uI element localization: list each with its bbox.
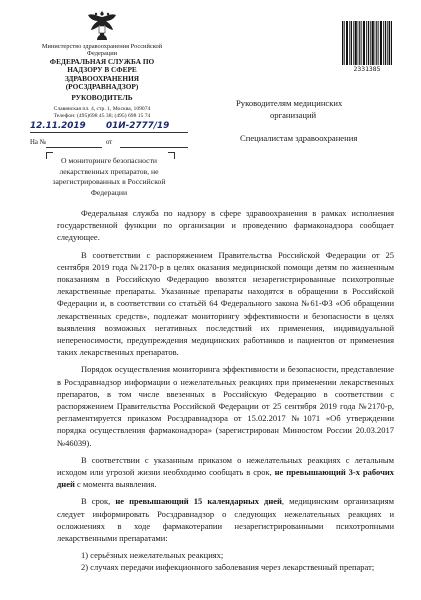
reference-number-label: На №: [30, 139, 47, 146]
ministry-name: Министерство здравоохранения Российской Федерации: [41, 43, 163, 58]
list-item-1: 1) серьёзных нежелательных реакциях;: [81, 550, 224, 561]
recipient-line-2: организаций: [270, 110, 317, 120]
registration-rule: [30, 132, 188, 133]
paragraph-1: Федеральная служба по надзору в сфере здравоохранения в рамках исполнения государственной функции по организации и проведению фармаконадзора сообщает следующее.: [57, 208, 394, 243]
barcode-number: 2331385: [353, 65, 381, 73]
registration-date: 12.11.2019: [30, 121, 86, 131]
reference-number-blank: [46, 147, 102, 148]
paragraph-4-start: В соответствии с указанным приказом о нежелательных реакциях с летальным исходом или угрозой жизни необходимо сообщать в срок,: [57, 454, 394, 478]
signatory-title: РУКОВОДИТЕЛЬ: [71, 93, 133, 102]
letter-body: [57, 207, 394, 574]
address-line-1: Славянская пл. 4, стр. 1, Москва, 109074: [53, 106, 151, 112]
paragraph-2: В соответствии с распоряжением Правительства Российской Федерации от 25 сентября 2019 года №2170-р в целях оказания медицинской помощи детям по жизненным показаниям в Российскую Федерацию ввозятся незарегистрированные психотропные лекарственные препараты. Указанные препараты находятся в обращении в Российской Федерации и, в соответствии со статьёй 64 Федерального закона №61-ФЗ «Об обращении лекарственных средств», подлежат мониторингу эффективности и безопасности в целях выявления возможных негативных последствий их применения, индивидуальной непереносимости, предупреждения медицинских работников и пациентов от применения таких лекарственных препаратов.: [57, 249, 394, 358]
agency-name: ФЕДЕРАЛЬНАЯ СЛУЖБА ПО НАДЗОРУ В СФЕРЕ ЗДРАВООХРАНЕНИЯ (РОСЗДРАВНАДЗОР): [49, 57, 155, 92]
paragraph-4-deadline: не превышающий 3-х рабочих дней: [57, 467, 395, 490]
barcode-icon: [342, 21, 392, 65]
reference-date-label: от: [106, 139, 113, 146]
recipient-line-3: Специалистам здравоохранения: [240, 133, 358, 143]
paragraph-5: [57, 495, 394, 544]
reference-line: [30, 139, 190, 149]
reference-date-blank: [120, 147, 188, 148]
list-item-2: 2) случаях передачи инфекционного заболевания через лекарственный препарат;: [81, 562, 375, 573]
paragraph-3: Порядок осуществления мониторинга эффективности и безопасности, представление в Росздравнадзор информации о нежелательных реакциях при применении лекарственных препаратов, в том числе ввезенных в Российскую Федерацию в соответствии с распоряжением Правительства Российской Федерации от 25 сентября 2019 года №2170-р, регламентируется приказом Росздравнадзора от 15.02.2017 №1071 «Об утверждении порядка осуществления фармаконадзора» (зарегистрирован Минюстом России 20.03.2017 №46039).: [57, 364, 394, 448]
paragraph-4-end: с момента выявления.: [74, 479, 157, 490]
letter-subject: О мониторинге безопасности лекарственных препаратов, не зарегистрированных в Российской Федерации: [52, 156, 166, 197]
registration-line: [30, 121, 190, 135]
coat-of-arms-emblem: [85, 8, 119, 44]
recipient-line-1: Руководителям медицинских: [236, 98, 343, 108]
address-line-2: Телефон: (495)698 45 38; (495) 698 15 74: [53, 112, 151, 119]
paragraph-4: [57, 454, 394, 491]
subject-corner-right: [168, 152, 175, 159]
paragraph-5-start: В срок,: [81, 496, 116, 507]
registration-number: 01И-2777/19: [106, 121, 170, 131]
agency-address: [30, 106, 174, 119]
document-barcode: [342, 21, 392, 73]
paragraph-5-deadline: не превышающий 15 календарных дней: [115, 496, 282, 507]
paragraph-5-end: , медицинским организациям следует информировать Росздравнадзор о следующих нежелательных реакциях и осложнениях в ходе фармакотерапии незарегистрированными психотропными лекарственными препаратами:: [57, 496, 394, 544]
